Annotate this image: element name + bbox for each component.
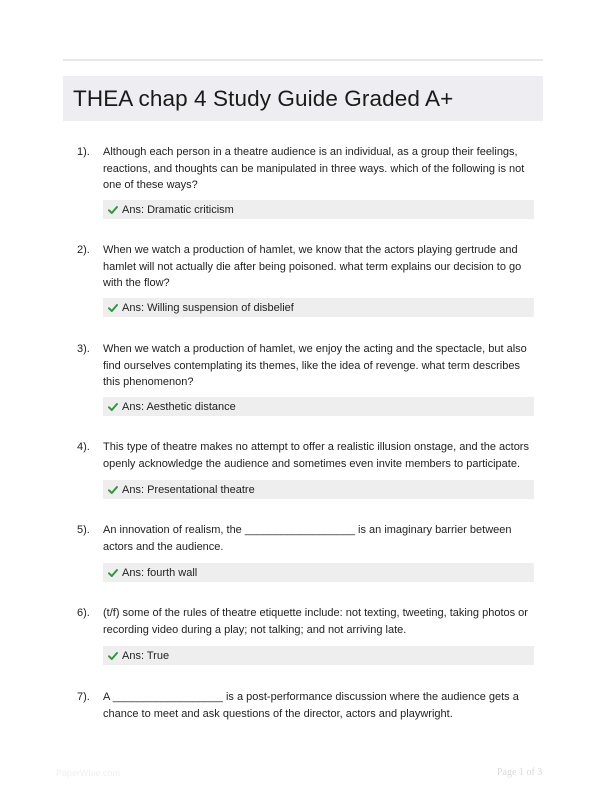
- title-banner: [63, 76, 543, 121]
- checkmark-icon: [108, 402, 118, 412]
- checkmark-icon: [108, 205, 118, 215]
- question-number: 7).: [77, 691, 90, 703]
- watermark: PaperWhie.com: [56, 768, 121, 778]
- answer-text: Ans: Willing suspension of disbelief: [122, 301, 294, 314]
- question-number: 3).: [77, 343, 90, 355]
- answer-box: [103, 646, 534, 665]
- question-text: Although each person in a theatre audience is an individual, as a group their feelings, reactions, and thoughts can be manipulated in three ways. which of the following is not one of these ways?: [103, 146, 525, 191]
- question-text: When we watch a production of hamlet, we know that the actors playing gertrude and hamlet will not actually die after being poisoned. what term explains our decision to go with the flow?: [103, 244, 522, 289]
- checkmark-icon: [108, 485, 118, 495]
- answer-text: Ans: Dramatic criticism: [122, 203, 234, 216]
- top-divider: [63, 59, 543, 61]
- checkmark-icon: [108, 568, 118, 578]
- answer-box: [103, 298, 534, 317]
- answer-box: [103, 480, 534, 499]
- answer-box: [103, 563, 534, 582]
- question-number: 5).: [77, 524, 90, 536]
- answer-text: Ans: Aesthetic distance: [122, 400, 236, 413]
- question-number: 1).: [77, 146, 90, 158]
- answer-text: Ans: Presentational theatre: [122, 483, 255, 496]
- document-title: THEA chap 4 Study Guide Graded A+: [73, 85, 454, 111]
- question-text: When we watch a production of hamlet, we enjoy the acting and the spectacle, but also find ourselves contemplating its themes, like the idea of revenge. what term describes this phenomenon?: [103, 343, 527, 388]
- checkmark-icon: [108, 303, 118, 313]
- question-number: 4).: [77, 441, 90, 453]
- question-text: A __________________ is a post-performance discussion where the audience gets a chance to meet and ask questions of the director, actors and playwright.: [103, 691, 519, 720]
- answer-box: [103, 200, 534, 219]
- answer-text: Ans: True: [122, 649, 170, 662]
- answer-text: Ans: fourth wall: [122, 566, 198, 579]
- question-text: (t/f) some of the rules of theatre etiquette include: not texting, tweeting, taking photos or recording video during a play; not talking; and not arriving late.: [103, 607, 528, 636]
- question-number: 6).: [77, 607, 90, 619]
- checkmark-icon: [108, 651, 118, 661]
- page-indicator: Page 1 of 3: [497, 767, 543, 778]
- question-text: An innovation of realism, the __________________ is an imaginary barrier between actors and the audience.: [103, 524, 512, 553]
- answer-box: [103, 397, 534, 416]
- question-text: This type of theatre makes no attempt to offer a realistic illusion onstage, and the actors openly acknowledge the audience and sometimes even invite members to participate.: [103, 441, 529, 470]
- question-number: 2).: [77, 244, 90, 256]
